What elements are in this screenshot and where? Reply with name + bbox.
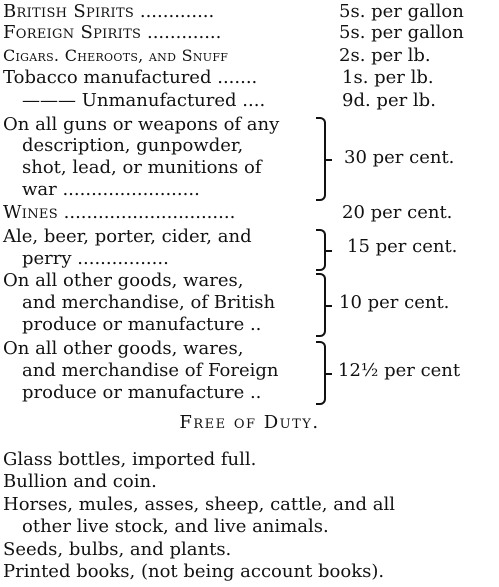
free-of-duty-heading: Free of Duty. [179,412,320,433]
weapons-line: war ........................ [22,179,200,200]
weapons-rate: 30 per cent. [344,147,455,168]
dot-leader: .... [236,90,266,111]
duty-item: Foreign Spirits [3,22,142,43]
duty-row [22,91,265,110]
foreign-goods-line: On all other goods, wares, [3,338,244,359]
weapons-line: description, gunpowder, [22,135,244,156]
brace-foreign-goods [316,341,326,405]
duty-row-wines [3,203,235,222]
free-item: Bullion and coin. [3,471,157,492]
ale-rate: 15 per cent. [347,236,458,257]
duty-item: Wines [3,202,58,223]
duty-rate: 9d. per lb. [342,90,436,111]
british-goods-line: On all other goods, wares, [3,270,244,291]
duty-item: British Spirits [3,1,135,22]
british-goods-line: produce or manufacture .. [22,314,262,335]
duty-rate: 5s. per gallon [339,1,464,22]
duty-rate: 1s. per lb. [342,67,434,88]
dot-leader: ............. [141,22,222,43]
duty-row [3,2,214,21]
brace-weapons [316,117,326,201]
duty-item: ——— Unmanufactured [22,90,237,111]
weapons-line: shot, lead, or munitions of [22,157,262,178]
free-item: Horses, mules, asses, sheep, cattle, and all [3,494,396,515]
foreign-goods-line: and merchandise of Foreign [22,360,279,381]
ale-line: Ale, beer, porter, cider, and [3,226,252,247]
free-item: Printed books, (not being account books). [3,561,385,582]
dot-leader: .............................. [57,202,236,223]
dot-leader: ............. [134,1,215,22]
brace-british-goods [316,273,326,337]
free-item: Seeds, bulbs, and plants. [3,539,232,560]
dot-leader: ....... [211,67,258,88]
duty-row [3,46,228,65]
brace-ale [316,229,326,271]
duty-row [3,23,221,42]
ale-line: perry ................ [22,248,169,269]
british-goods-line: and merchandise, of British [22,292,276,313]
wines-rate: 20 per cent. [342,202,453,223]
free-item: other live stock, and live animals. [22,516,329,537]
foreign-goods-line: produce or manufacture .. [22,382,262,403]
duty-item: Tobacco manufactured [3,67,212,88]
duty-rate: 2s. per lb. [339,45,431,66]
duty-rate: 5s. per gallon [339,22,464,43]
british-goods-rate: 10 per cent. [339,292,450,313]
free-item: Glass bottles, imported full. [3,449,257,470]
foreign-goods-rate: 12½ per cent [338,360,461,381]
duty-item: Cigars. Cheroots, and Snuff [3,46,229,65]
weapons-line: On all guns or weapons of any [3,114,280,135]
duty-row [3,68,257,87]
